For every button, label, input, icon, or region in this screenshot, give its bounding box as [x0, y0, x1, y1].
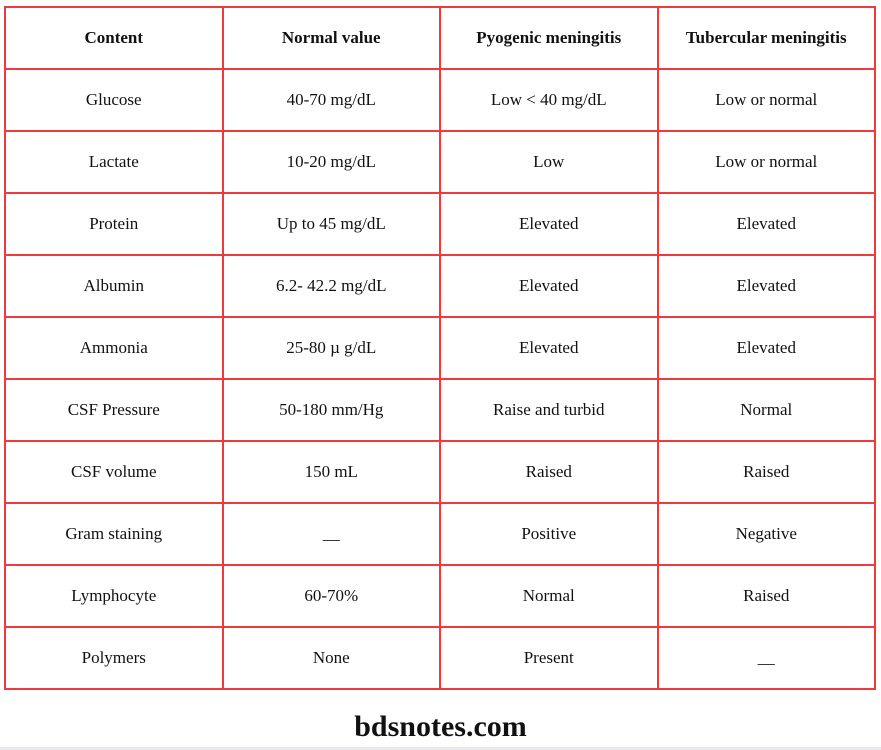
table-cell: 50-180 mm/Hg [223, 379, 441, 441]
table-cell: Glucose [5, 69, 223, 131]
table-row [5, 69, 875, 131]
table-cell: Raise and turbid [440, 379, 658, 441]
table-cell: Present [440, 627, 658, 689]
table-cell: CSF volume [5, 441, 223, 503]
header-cell: Tubercular meningitis [658, 7, 876, 69]
table-cell: Low < 40 mg/dL [440, 69, 658, 131]
table-cell: Up to 45 mg/dL [223, 193, 441, 255]
table-row [5, 379, 875, 441]
table-row [5, 193, 875, 255]
table-cell: Lactate [5, 131, 223, 193]
table-cell: Low or normal [658, 69, 876, 131]
table-cell: Raised [658, 441, 876, 503]
header-cell: Normal value [223, 7, 441, 69]
table-cell: Elevated [658, 317, 876, 379]
header-cell: Pyogenic meningitis [440, 7, 658, 69]
table-cell: Raised [658, 565, 876, 627]
table-cell: Albumin [5, 255, 223, 317]
table-cell: 150 mL [223, 441, 441, 503]
table-cell: Raised [440, 441, 658, 503]
table-cell: 40-70 mg/dL [223, 69, 441, 131]
table-row [5, 627, 875, 689]
table-cell: 6.2- 42.2 mg/dL [223, 255, 441, 317]
table-cell: Positive [440, 503, 658, 565]
table-cell: CSF Pressure [5, 379, 223, 441]
table-row [5, 503, 875, 565]
table-cell: __ [223, 503, 441, 565]
watermark: bdsnotes.com [354, 710, 527, 743]
table-cell: 10-20 mg/dL [223, 131, 441, 193]
table-cell: Elevated [658, 193, 876, 255]
table-cell: Normal [658, 379, 876, 441]
table-cell: Low or normal [658, 131, 876, 193]
table-cell: Polymers [5, 627, 223, 689]
table-cell: Elevated [440, 255, 658, 317]
table-cell: Low [440, 131, 658, 193]
header-cell: Content [5, 7, 223, 69]
table-cell: Elevated [440, 193, 658, 255]
table-row [5, 441, 875, 503]
table-row [5, 131, 875, 193]
table-cell: 25-80 µ g/dL [223, 317, 441, 379]
csf-comparison-table [4, 6, 876, 690]
table-row [5, 317, 875, 379]
table-cell: Elevated [658, 255, 876, 317]
table-cell: Negative [658, 503, 876, 565]
table-cell: __ [658, 627, 876, 689]
table-cell: Lymphocyte [5, 565, 223, 627]
table-row [5, 255, 875, 317]
table-cell: Ammonia [5, 317, 223, 379]
table-cell: 60-70% [223, 565, 441, 627]
table-row [5, 565, 875, 627]
table-cell: None [223, 627, 441, 689]
table-cell: Gram staining [5, 503, 223, 565]
table-cell: Protein [5, 193, 223, 255]
table-header-row [5, 7, 875, 69]
table-cell: Elevated [440, 317, 658, 379]
table-cell: Normal [440, 565, 658, 627]
